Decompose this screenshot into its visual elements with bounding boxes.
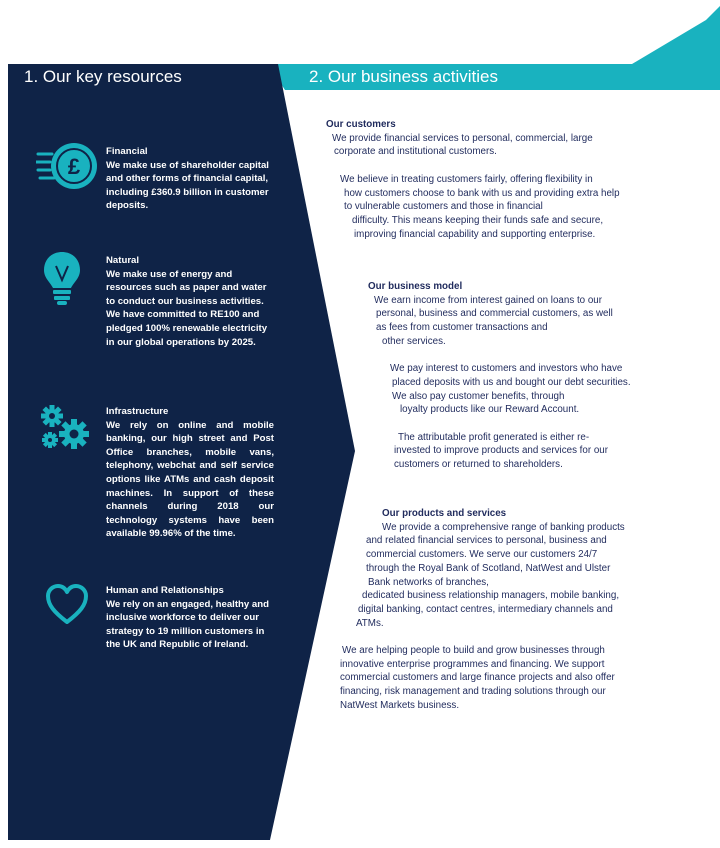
resource-title: Infrastructure	[106, 406, 169, 417]
section-line: We provide a comprehensive range of banking products	[382, 521, 625, 533]
section-line: personal, business and commercial customers, as well	[376, 308, 613, 320]
section-line: Bank networks of branches,	[368, 576, 489, 588]
section-line: We earn income from interest gained on loans to our	[374, 294, 602, 306]
section-line: financing, risk management and trading solutions through our	[340, 686, 606, 698]
section-line: We are helping people to build and grow businesses through	[342, 645, 605, 657]
section-line: invested to improve products and services for our	[394, 445, 609, 457]
section-line	[368, 349, 631, 363]
heart-icon	[44, 582, 90, 628]
svg-text:£: £	[67, 154, 81, 179]
section-line: to vulnerable customers and those in financial	[344, 201, 543, 213]
section-line: NatWest Markets business.	[340, 699, 460, 711]
resource-text: We rely on online and mobile banking, our high street and Post Office branches, mobile vans, telephony, webchat and self service options like ATMs and cash deposit machines. In support of these channels during 2018 our technology systems have been available 99.96% of the time.	[106, 419, 274, 540]
section-our-customers	[326, 118, 620, 241]
section-line: and related financial services to personal, business and	[366, 535, 607, 547]
section-line: how customers choose to bank with us and providing extra help	[344, 187, 620, 199]
section-line: placed deposits with us and bought our debt securities.	[392, 376, 631, 388]
resource-text: We make use of shareholder capital and other forms of financial capital, including £360.9 billion in customer deposits.	[106, 159, 269, 212]
resource-text: We make use of energy and resources such as paper and water to conduct our business activities. We have committed to RE100 and pledged 100% renewable electricity in our global operations by 2025.	[106, 268, 268, 348]
section-line: as fees from customer transactions and	[376, 322, 548, 334]
section-line	[326, 159, 620, 173]
resource-title: Financial	[106, 146, 148, 157]
section-line: We pay interest to customers and investors who have	[390, 363, 623, 375]
section-line: customers or returned to shareholders.	[394, 459, 563, 471]
section-line: We also pay customer benefits, through	[392, 390, 565, 402]
resource-text: We rely on an engaged, healthy and inclusive workforce to deliver our strategy to 19 million customers in the UK and Republic of Ireland.	[106, 598, 269, 651]
section-line: corporate and institutional customers.	[334, 146, 497, 158]
section-line: commercial customers. We serve our customers 24/7	[366, 549, 598, 561]
section-line: dedicated business relationship managers, mobile banking,	[362, 590, 620, 602]
section-line	[338, 630, 625, 644]
resource-infrastructure	[106, 405, 274, 541]
section-line: difficulty. This means keeping their funds safe and secure,	[352, 214, 604, 226]
section-line: digital banking, contact centres, intermediary channels and	[358, 603, 613, 615]
section-business-model	[368, 280, 631, 472]
section-line: We provide financial services to personal, commercial, large	[332, 132, 593, 144]
resource-human-relationships	[106, 584, 274, 652]
section-line	[368, 417, 631, 431]
resource-title: Natural	[106, 255, 140, 266]
section-line: ATMs.	[356, 617, 384, 629]
section-line: We believe in treating customers fairly, offering flexibility in	[340, 173, 593, 185]
section-title: Our business model	[368, 281, 463, 292]
section-line: improving financial capability and supporting enterprise.	[354, 228, 596, 240]
section-title: Our customers	[326, 119, 396, 130]
resource-financial	[106, 145, 274, 213]
resource-title: Human and Relationships	[106, 585, 224, 596]
lightbulb-icon	[42, 250, 82, 306]
section-line: loyalty products like our Reward Account.	[400, 404, 580, 416]
section-title: Our products and services	[382, 508, 507, 519]
section-line: through the Royal Bank of Scotland, NatWest and Ulster	[366, 562, 611, 574]
section-line: innovative enterprise programmes and financing. We support	[340, 658, 605, 670]
gears-icon	[40, 404, 92, 452]
business-activities-heading: 2. Our business activities	[309, 67, 498, 86]
section-line: The attributable profit generated is either re-	[398, 431, 590, 443]
section-line: commercial customers and large finance projects and also offer	[340, 672, 615, 684]
key-resources-heading: 1. Our key resources	[24, 67, 182, 86]
resource-natural	[106, 254, 274, 349]
section-products-services	[338, 507, 625, 713]
section-line: other services.	[382, 335, 446, 347]
pound-coins-icon	[36, 140, 100, 192]
